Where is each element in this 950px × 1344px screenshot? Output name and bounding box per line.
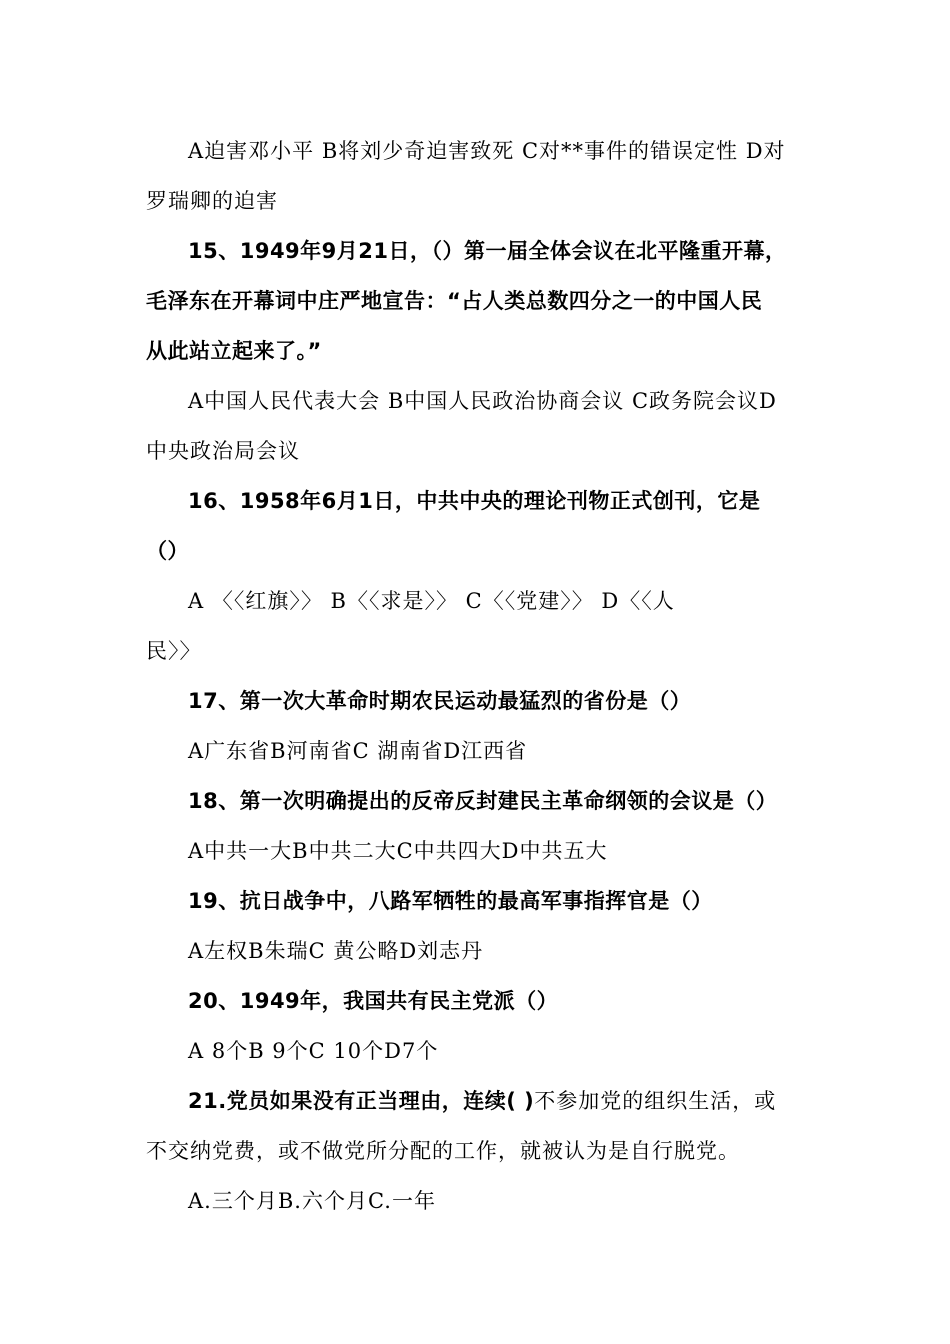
q14-options-line-2: 罗瑞卿的迫害 bbox=[146, 189, 278, 213]
q21-text-line-1 bbox=[188, 1086, 806, 1116]
q21-options: A.三个月B.六个月C.一年 bbox=[188, 1189, 436, 1213]
q20-options: A 8个B 9个C 10个D7个 bbox=[188, 1039, 439, 1063]
q21-bold-part: 21.党员如果没有正当理由，连续( ) bbox=[188, 1089, 535, 1113]
q19-text: 19、抗日战争中，八路军牺牲的最高军事指挥官是（） bbox=[188, 889, 713, 913]
q21-text-line-2: 不交纳党费，或不做党所分配的工作，就被认为是自行脱党。 bbox=[146, 1139, 740, 1163]
q19-options: A左权B朱瑞C 黄公略D刘志丹 bbox=[188, 939, 484, 963]
q15-text-line-3: 从此站立起来了。” bbox=[146, 339, 322, 363]
q16-options-line-2: 民〉〉 bbox=[146, 639, 202, 663]
q15-text-line-1: 15、1949年9月21日，（）第一届全体会议在北平隆重开幕， bbox=[188, 239, 787, 263]
q15-text-line-2: 毛泽东在开幕词中庄严地宣告：“占人类总数四分之一的中国人民 bbox=[146, 289, 763, 313]
q16-options-line-1: A 〈〈红旗〉〉 B〈〈求是〉〉 C〈〈党建〉〉 D〈〈人 bbox=[188, 589, 675, 613]
q16-text-line-1: 16、1958年6月1日，中共中央的理论刊物正式创刊，它是 bbox=[188, 489, 761, 513]
q16-text-line-2: （） bbox=[146, 539, 189, 563]
q21-normal-part: 不参加党的组织生活，或 bbox=[534, 1089, 777, 1113]
q17-options: A广东省B河南省C 湖南省D江西省 bbox=[188, 739, 528, 763]
q18-text: 18、第一次明确提出的反帝反封建民主革命纲领的会议是（） bbox=[188, 789, 778, 813]
q15-options-line-1: A中国人民代表大会 B中国人民政治协商会议 C政务院会议D bbox=[188, 389, 777, 413]
q18-options: A中共一大B中共二大C中共四大D中共五大 bbox=[188, 839, 608, 863]
q14-options-line-1: A迫害邓小平 B将刘少奇迫害致死 C对**事件的错误定性 D对 bbox=[188, 139, 786, 163]
q20-text: 20、1949年，我国共有民主党派（） bbox=[188, 989, 559, 1013]
q15-options-line-2: 中央政治局会议 bbox=[146, 439, 300, 463]
q17-text: 17、第一次大革命时期农民运动最猛烈的省份是（） bbox=[188, 689, 692, 713]
